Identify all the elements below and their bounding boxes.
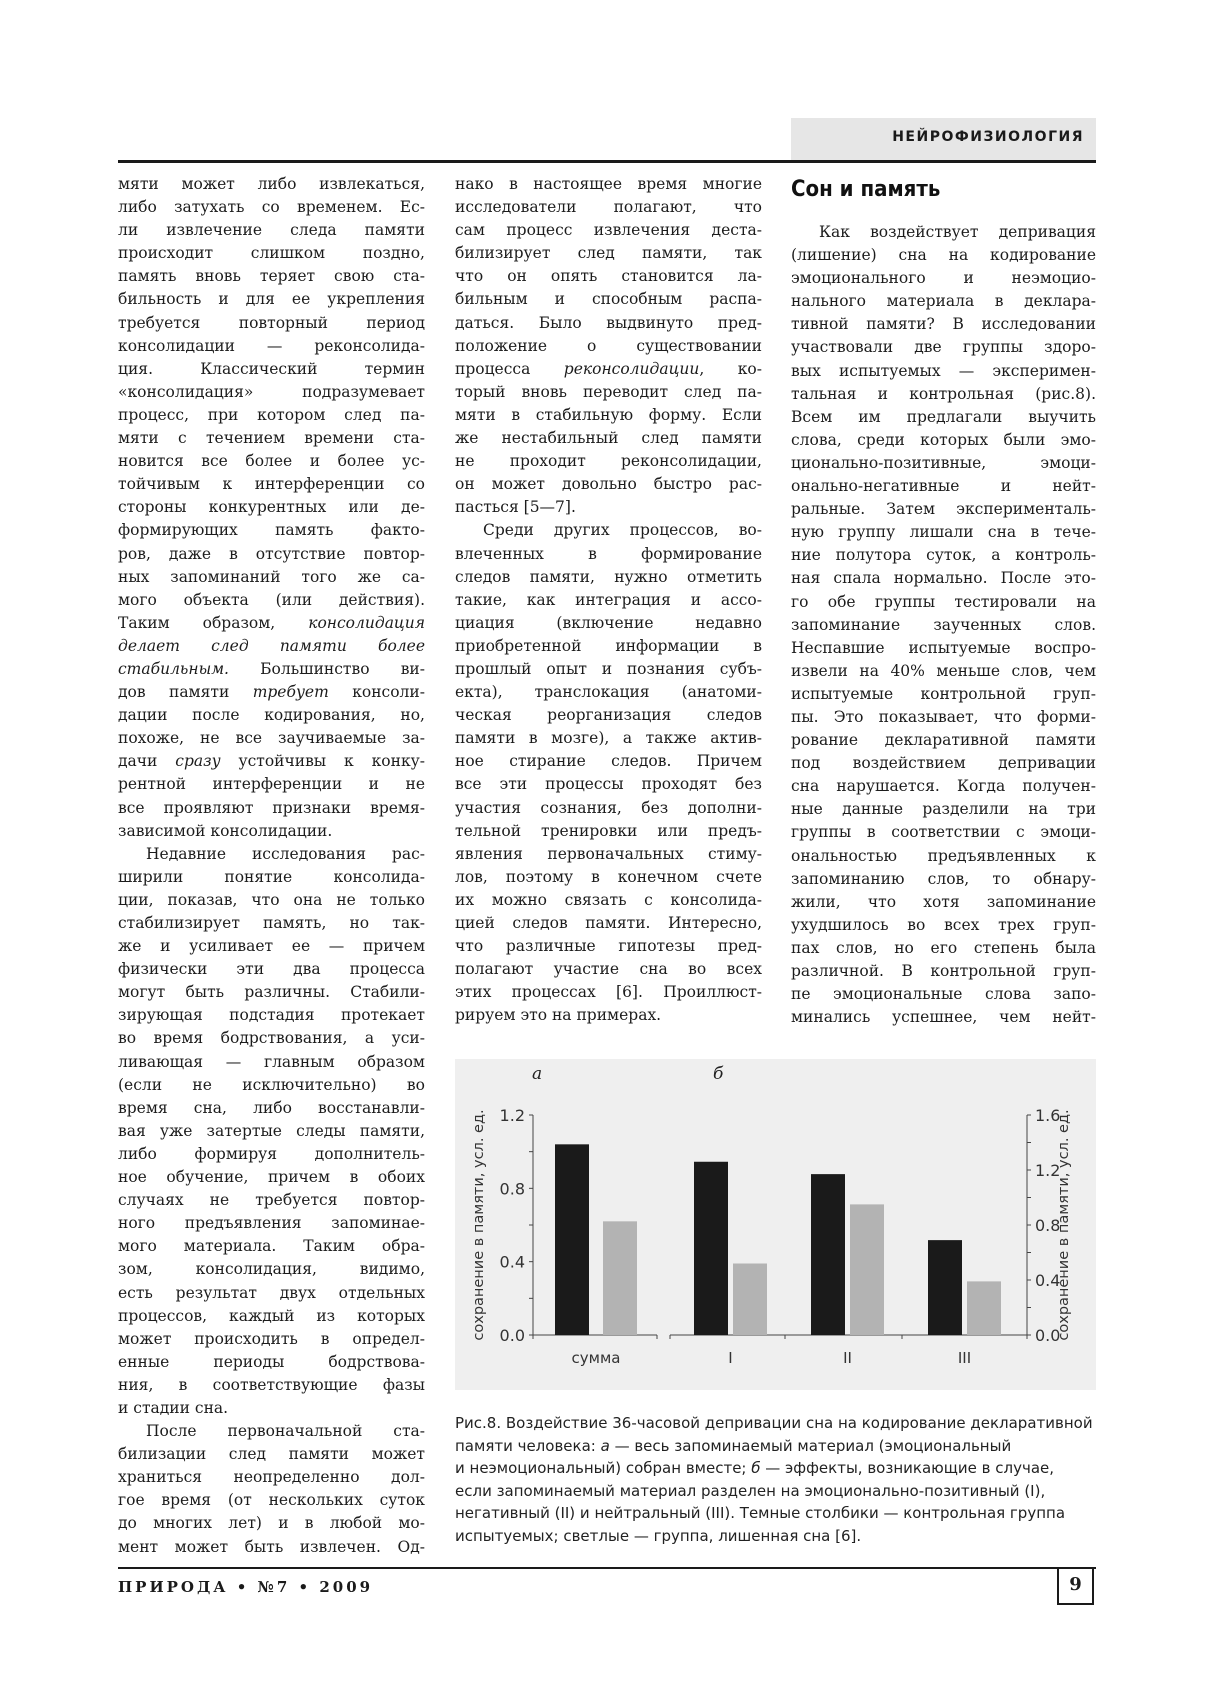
section-name: НЕЙРОФИЗИОЛОГИЯ [892,129,1084,145]
y-tick-label: 0.0 [1035,1326,1061,1345]
text-line: рование декларативной памяти [791,731,1096,750]
text-line: ное обучение, причем в обоих [118,1168,425,1187]
text-line: мент может быть извлечен. Од- [118,1537,425,1556]
text-line: (если не исключительно) во [118,1075,425,1094]
text-line: ли извлечение следа памяти [118,221,425,240]
x-category-label: I [728,1349,733,1367]
text-line: ного предъявления запоминае- [118,1214,425,1233]
text-line: извели на 40% меньше слов, чем [791,661,1096,680]
text-line: жили, что хотя запоминание [791,892,1096,911]
journal-issue: ПРИРОДА • №7 • 2009 [118,1578,374,1596]
text-line: рируем это на примерах. [455,1006,662,1025]
text-line: После первоначальной ста- [146,1422,425,1441]
text-line: исследователи полагают, что [455,198,762,217]
text-line: онально-негативные и нейт- [791,477,1096,496]
text-line: бильность и для ее укрепления [118,290,425,309]
text-line: (лишение) сна на кодирование [791,246,1096,265]
text-line: прошлый опыт и познания субъ- [455,659,762,678]
text-line: пасться [5—7]. [455,498,576,517]
caption-line: негативный (II) и нейтральный (III). Темные столбики — контрольная группа [455,1504,1066,1523]
text-line: участвовали две группы здоро- [791,338,1096,357]
text-line: консолидации — реконсолида- [118,336,425,355]
text-line: гое время (от нескольких суток [118,1491,425,1510]
text-line: испытуемые контрольной груп- [791,684,1096,703]
text-line: Таким образом, консолидация [118,613,425,632]
text-line: время сна, либо восстанавли- [118,1098,425,1117]
text-line: стабильным. Большинство ви- [118,659,425,678]
text-line: ную группу лишали сна в тече- [791,523,1096,542]
text-line: влеченных в формирование [455,544,762,563]
text-line: все эти процессы проходят без [455,775,762,794]
text-line [118,635,425,658]
text-line: го обе группы тестировали на [791,592,1096,611]
italic-text: стабильным. [118,659,229,678]
text-line: этих процессах [6]. Проиллюст- [455,983,762,1002]
footer-rule [118,1567,1096,1569]
bar-control [928,1240,962,1335]
text-line: запоминание заученных слов. [791,615,1096,634]
text-line: он может довольно быстро рас- [455,475,762,494]
text-line: ния, в соответствующие фазы [118,1375,425,1394]
text-line: храниться неопределенно дол- [118,1468,425,1487]
text-line: мяти может либо извлекаться, [118,175,425,193]
caption-line: Рис.8. Воздействие 36-часовой депривации сна на кодирование декларативной [455,1414,1093,1432]
text-line: сна нарушается. Когда получен- [791,777,1096,796]
text-line: случаях не требуется повтор- [118,1191,425,1210]
section-header [791,118,1096,161]
text-line: екта), транслокация (анатоми- [455,683,762,702]
text-line: ухудшилось во всех трех груп- [791,915,1096,934]
text-line: что различные гипотезы пред- [455,937,762,956]
text-line: ных запоминаний того же са- [118,567,425,586]
text-line: пе эмоциональные слова запо- [791,985,1096,1004]
x-category-label: сумма [571,1349,621,1367]
text-line: различной. В контрольной груп- [791,962,1096,980]
text-line: мого объекта (или действия). [118,590,425,609]
text-line: во время бодрствования, а уси- [118,1029,425,1048]
text-line: явления первоначальных стиму- [455,844,762,863]
text-line: бильным и способным распа- [455,290,762,309]
text-line: зирующая подстадия протекает [118,1006,425,1025]
text-line: пах слов, но его степень была [791,938,1096,957]
text-line: вых испытуемых — эксперимен- [791,361,1096,380]
caption-line: памяти человека: а — весь запоминаемый материал (эмоциональный [455,1436,1012,1455]
y-axis-label: сохранение в памяти, усл. ед. [471,1109,487,1341]
bar-sleep-deprived [603,1221,637,1335]
text-line: пы. Это показывает, что форми- [791,707,1096,726]
text-line: Недавние исследования рас- [146,844,425,863]
text-line: происходит слишком поздно, [118,244,425,263]
y-tick-label: 1.2 [499,1106,525,1125]
text-line: мого материала. Таким обра- [118,1237,425,1256]
text-line: нако в настоящее время многие [455,175,762,193]
text-line: ные данные разделили на три [791,800,1096,819]
text-line: память вновь теряет свою ста- [118,267,425,286]
text-line: нального материала в деклара- [791,292,1096,311]
y-tick-label: 1.6 [1035,1106,1061,1125]
text-line: под воздействием депривации [791,754,1096,773]
italic-text: реконсолидации [563,359,700,378]
text-line: до многих лет) и в любой мо- [118,1514,425,1533]
text-line: тельной тренировки или предъ- [455,821,762,840]
bar-sleep-deprived [850,1204,884,1335]
text-line: рентной интерференции и не [118,775,425,794]
text-line: Неспавшие испытуемые воспро- [791,638,1096,657]
caption-line: испытуемых; светлые — группа, лишенная сна [6]. [455,1526,862,1545]
text-line: ческая реорганизация следов [455,706,762,725]
text-line: «консолидация» подразумевает [118,382,425,401]
text-line: формирующих память факто- [118,521,425,540]
text-column-3 [791,221,1096,1029]
y-tick-label: 0.8 [499,1179,525,1199]
text-line: участия сознания, без дополни- [455,798,762,817]
section-title: Сон и память [791,177,941,202]
y-axis-label: сохранение в памяти, усл. ед. [1056,1109,1072,1341]
text-column-1 [118,173,425,1559]
text-line: приобретенной информации в [455,636,762,655]
y-tick-label: 0.8 [1035,1216,1061,1235]
text-line: ров, даже в отсутствие повтор- [118,544,425,563]
text-line: процессов, каждый из которых [118,1306,425,1325]
text-line: и стадии сна. [118,1398,229,1417]
text-line: есть результат двух отдельных [118,1283,425,1302]
text-line: даться. Было выдвинуто пред- [455,313,762,332]
text-line: зом, консолидация, видимо, [118,1260,425,1279]
bar-chart [455,1059,1096,1390]
bar-sleep-deprived [733,1264,767,1336]
text-line: либо затухать со временем. Ес- [118,198,425,217]
x-category-label: II [843,1349,852,1367]
text-line: их можно связать с консолида- [455,890,762,909]
text-line: же нестабильный след памяти [455,429,762,448]
text-line: мяти в стабильную форму. Если [455,405,762,424]
text-line: запоминанию слов, то обнару- [791,869,1096,888]
y-tick-label: 0.4 [499,1252,525,1272]
text-line: не проходит реконсолидации, [455,452,762,471]
figure-caption [455,1412,1105,1548]
text-line: ональностью предъявленных к [791,846,1096,865]
text-line: слова, среди которых были эмо- [791,430,1096,449]
y-tick-label: 1.2 [1035,1161,1061,1180]
caption-line: если запоминаемый материал разделен на эмоционально-позитивный (I), [455,1481,1046,1500]
text-line: может происходить в определ- [118,1329,425,1348]
text-line: минались успешнее, чем нейт- [791,1008,1096,1027]
bar-sleep-deprived [967,1281,1001,1335]
text-line: группы в соответствии с эмоци- [791,823,1096,842]
text-line: Как воздействует депривация [819,223,1096,241]
text-line: билизирует след памяти, так [455,244,762,263]
text-line: ции, показав, что она не только [118,890,425,909]
y-tick-label: 0.4 [1035,1271,1061,1290]
text-line: эмоционального и неэмоцио- [791,269,1096,288]
text-line: ние полутора суток, а контроль- [791,546,1096,565]
text-line: дов памяти требует консоли- [118,683,425,702]
text-line: процесс, при котором след па- [118,405,425,424]
panel-label: б [713,1064,724,1084]
text-line: ная спала нормально. После это- [791,569,1096,588]
text-line: стороны конкурентных или де- [118,498,425,517]
text-line: ширили понятие консолида- [118,867,425,886]
text-column-2 [455,173,762,1027]
text-line: енные периоды бодрствова- [118,1352,425,1371]
text-line: новится все более и более ус- [118,452,425,471]
text-line: процесса реконсолидации, ко- [455,359,762,378]
text-line: ция. Классический термин [118,359,425,378]
header-rule [118,160,1096,163]
text-line: дачи сразу устойчивы к конку- [118,752,425,771]
text-line: все проявляют признаки время- [118,798,425,817]
text-line: вая уже затертые следы памяти, [118,1121,425,1140]
text-line: ральные. Затем эксперименталь- [791,500,1096,519]
figure-8-chart [455,1059,1096,1390]
text-line: дации после кодирования, но, [118,706,425,725]
text-line: билизации след памяти может [118,1445,425,1464]
text-line: ционально-позитивные, эмоци- [791,453,1096,472]
text-line: сам процесс извлечения деста- [455,221,762,240]
bar-control [811,1174,845,1335]
text-line: физически эти два процесса [118,960,425,979]
text-line: требуется повторный период [118,313,425,332]
text-line: Среди других процессов, во- [483,521,762,540]
text-line: либо формируя дополнитель- [118,1144,425,1163]
text-line: ное стирание следов. Причем [455,752,762,771]
text-line: такие, как интеграция и ассо- [455,590,762,609]
text-line: же и усиливает ее — причем [118,937,425,956]
text-line: тойчивым к интерференции со [118,475,425,494]
text-line: положение о существовании [455,336,762,355]
text-line: мяти с течением времени ста- [118,429,425,448]
x-category-label: III [957,1349,972,1367]
italic-text: делает след памяти более [118,636,425,655]
bar-control [694,1162,728,1335]
italic-text: сразу [175,752,221,771]
text-line: ливающая — главным образом [118,1052,425,1071]
italic-text: консолидация [308,613,425,632]
text-line: торый вновь переводит след па- [455,382,762,401]
italic-text: б [751,1459,761,1478]
text-line: похоже, не все заучиваемые за- [118,729,425,748]
text-line: полагают участие сна во всех [455,960,762,979]
text-line: лов, поэтому в конечном счете [455,867,762,886]
text-line: Всем им предлагали выучить [791,407,1096,426]
text-line: что он опять становится ла- [455,267,762,286]
text-line: следов памяти, нужно отметить [455,567,762,586]
page-number: 9 [1057,1567,1094,1605]
text-line: циация (включение недавно [455,613,762,632]
text-line: могут быть различны. Стабили- [118,983,425,1002]
text-line: зависимой консолидации. [118,821,333,840]
text-line: стабилизирует память, но так- [118,914,425,932]
text-line: памяти в мозге), а также актив- [455,729,762,748]
text-line: цией следов памяти. Интересно, [455,914,762,932]
bar-control [555,1144,589,1335]
text-line: тальная и контрольная (рис.8). [791,384,1096,403]
italic-text: а [600,1436,610,1455]
caption-line: и неэмоциональный) собран вместе; б — эффекты, возникающие в случае, [455,1459,1055,1478]
text-line: тивной памяти? В исследовании [791,315,1096,334]
y-tick-label: 0.0 [499,1326,525,1345]
italic-text: требует [252,683,329,702]
panel-label: а [532,1064,543,1084]
